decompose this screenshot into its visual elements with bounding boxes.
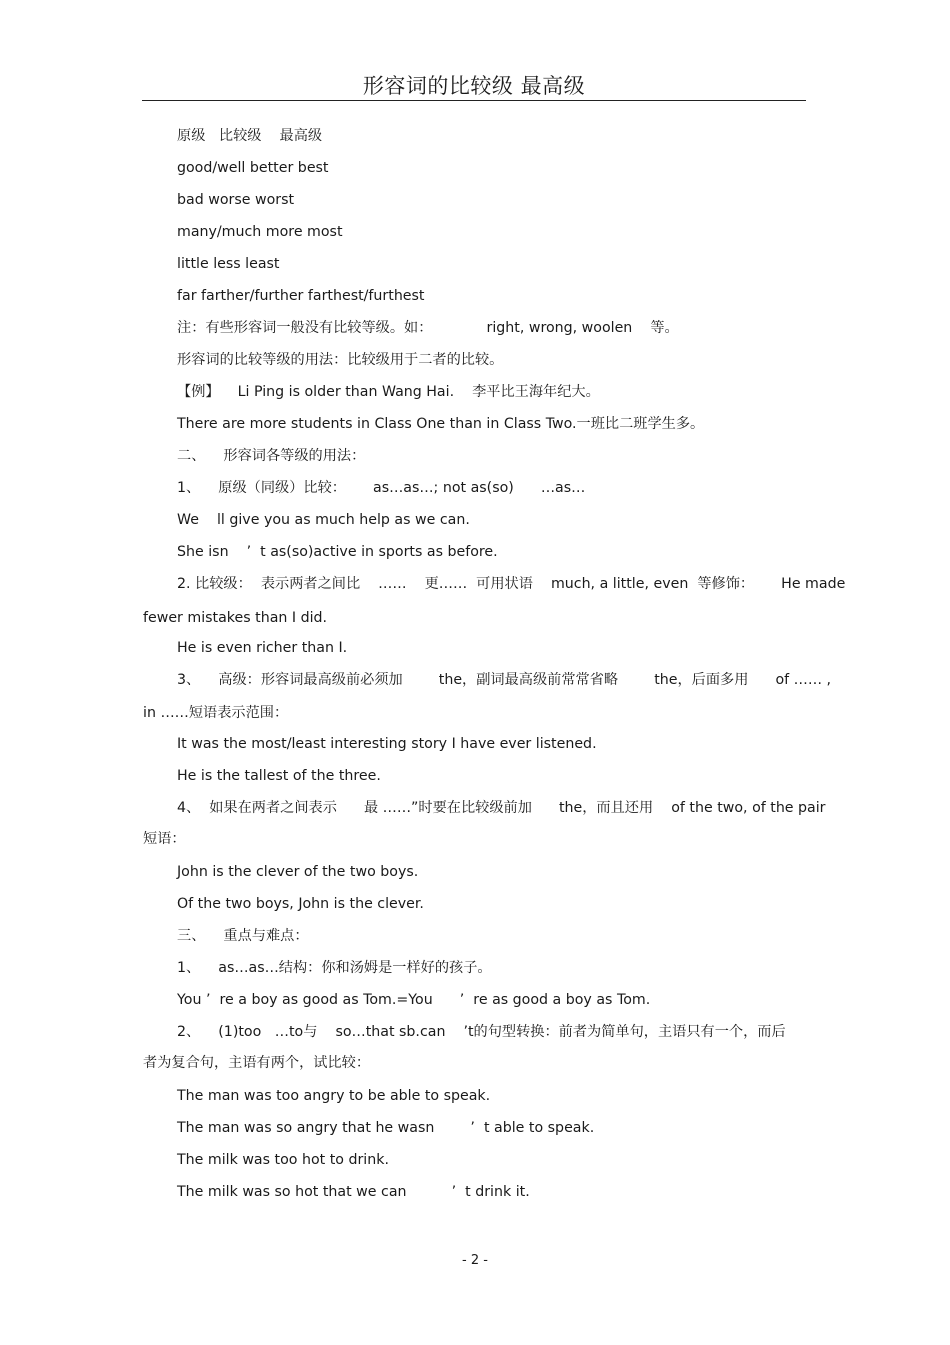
text-line: John is the clever of the two boys. [177, 864, 419, 880]
text-line: bad worse worst [177, 192, 295, 208]
text-line: 短语： [143, 831, 186, 847]
page-header-title: 形容词的比较级 最高级 [362, 74, 586, 98]
text-line: 2. 比较级： 表示两者之间比 …… 更…… 可用状语 much, a little, even 等修饰： He made [177, 576, 846, 592]
text-line: He is the tallest of the three. [177, 768, 381, 784]
text-line: Of the two boys, John is the clever. [177, 896, 424, 912]
text-line: good/well better best [177, 160, 329, 176]
text-line: 【例】 Li Ping is older than Wang Hai. 李平比王海年纪大。 [177, 384, 600, 400]
text-line: many/much more most [177, 224, 343, 240]
text-line: You ’ re a boy as good as Tom.=You ’ re as good a boy as Tom. [177, 992, 651, 1008]
text-line: fewer mistakes than I did. [143, 610, 328, 626]
text-line: 2、 (1)too …to与 so…that sb.can ’t的句型转换：前者为简单句，主语只有一个，而后 [177, 1024, 786, 1040]
text-line: He is even richer than I. [177, 640, 348, 656]
text-line: 1、 原级（同级）比较： as…as…; not as(so) …as… [177, 480, 586, 496]
text-line: 形容词的比较等级的用法：比较级用于二者的比较。 [177, 352, 504, 368]
text-line: in ……短语表示范围： [143, 705, 289, 721]
text-line: The milk was too hot to drink. [177, 1152, 389, 1168]
text-line: 原级 比较级 最高级 [177, 128, 323, 144]
text-line: We ll give you as much help as we can. [177, 512, 470, 528]
text-line: 三、 重点与难点： [177, 928, 309, 944]
text-line: The man was so angry that he wasn ’ t able to speak. [177, 1120, 595, 1136]
text-line: 二、 形容词各等级的用法： [177, 448, 366, 464]
text-line: 1、 as…as…结构：你和汤姆是一样好的孩子。 [177, 960, 492, 976]
header-rule [142, 100, 806, 101]
text-line: There are more students in Class One than in Class Two.一班比二班学生多。 [177, 416, 705, 432]
text-line: little less least [177, 256, 280, 272]
text-line: far farther/further farthest/furthest [177, 288, 425, 304]
text-line: 者为复合句，主语有两个，试比较： [143, 1055, 371, 1071]
text-line: 注：有些形容词一般没有比较等级。如： right, wrong, woolen 等。 [177, 320, 679, 336]
text-line: 3、 高级：形容词最高级前必须加 the，副词最高级前常常省略 the，后面多用 of …… , [177, 672, 832, 688]
text-line: She isn ’ t as(so)active in sports as before. [177, 544, 498, 560]
text-line: 4、 如果在两者之间表示 最 ……”时要在比较级前加 the，而且还用 of the two, of the pair [177, 800, 826, 816]
text-line: The man was too angry to be able to speak. [177, 1088, 491, 1104]
text-line: The milk was so hot that we can ’ t drink it. [177, 1184, 530, 1200]
page-number: - 2 - [462, 1253, 488, 1268]
text-line: It was the most/least interesting story I have ever listened. [177, 736, 597, 752]
